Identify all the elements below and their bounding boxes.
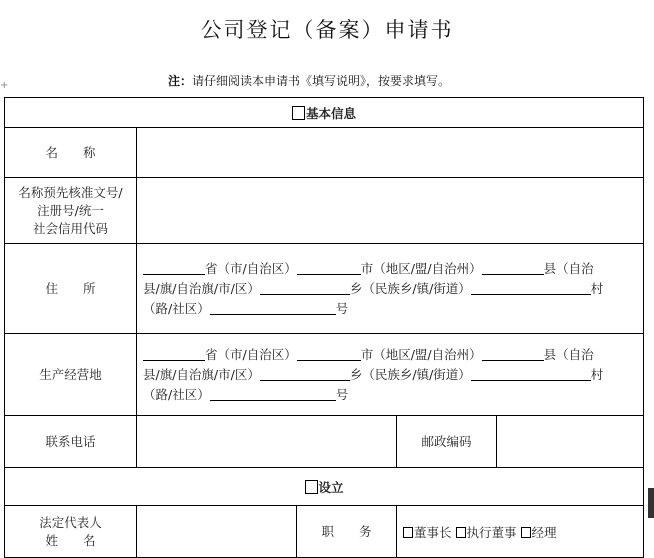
phone-field[interactable] bbox=[137, 416, 397, 468]
section-setup-header bbox=[5, 468, 644, 506]
registration-form-table bbox=[4, 97, 644, 558]
executive-director-label: 执行董事 bbox=[466, 524, 517, 540]
domicile-label: 住 所 bbox=[5, 244, 137, 334]
name-field[interactable] bbox=[137, 128, 644, 178]
section-setup-title: 设立 bbox=[318, 479, 344, 495]
manager-checkbox[interactable] bbox=[521, 527, 531, 538]
note-prefix: 注： bbox=[168, 74, 193, 88]
section-setup-checkbox[interactable] bbox=[305, 480, 318, 494]
postcode-field[interactable] bbox=[497, 416, 644, 468]
domicile-address-field[interactable]: 省（市/自治区） 市（地区/盟/自治州） 县（自治 县/旗/自治旗/市/区） 乡（民族乡/镇/街道） 村 （路/社区） 号 bbox=[137, 244, 644, 334]
manager-label: 经理 bbox=[531, 524, 557, 540]
name-code-label bbox=[5, 178, 137, 244]
name-code-line-2: 注册号/统一 bbox=[37, 202, 104, 218]
name-code-line-1: 名称预先核准文号/ bbox=[18, 184, 123, 200]
chairman-checkbox[interactable] bbox=[403, 527, 413, 538]
position-label: 职 务 bbox=[297, 506, 397, 558]
name-label: 名 称 bbox=[5, 128, 137, 178]
section-basic-title: 基本信息 bbox=[306, 105, 357, 121]
section-basic-header bbox=[5, 98, 644, 128]
production-site-label: 生产经营地 bbox=[5, 334, 137, 416]
legal-rep-name-field[interactable] bbox=[137, 506, 297, 558]
name-code-line-3: 社会信用代码 bbox=[32, 220, 108, 236]
instruction-note bbox=[168, 72, 450, 89]
edge-tab bbox=[648, 488, 654, 518]
phone-label: 联系电话 bbox=[5, 416, 137, 468]
legal-rep-line-1: 法定代表人 bbox=[39, 514, 102, 530]
section-basic-checkbox[interactable] bbox=[292, 106, 305, 120]
legal-rep-label bbox=[5, 506, 137, 558]
legal-rep-line-2: 姓 名 bbox=[45, 532, 96, 548]
chairman-label: 董事长 bbox=[414, 524, 452, 540]
note-text: 请仔细阅读本申请书《填写说明》，按要求填写。 bbox=[192, 74, 451, 88]
production-site-address-field[interactable]: 省（市/自治区） 市（地区/盟/自治州） 县（自治 县/旗/自治旗/市/区） 乡（民族乡/镇/街道） 村 （路/社区） 号 bbox=[137, 334, 644, 416]
form-title: 公司登记（备案）申请书 bbox=[200, 18, 454, 42]
corner-mark-icon: + bbox=[0, 80, 9, 91]
executive-director-checkbox[interactable] bbox=[456, 527, 466, 538]
name-code-field[interactable] bbox=[137, 178, 644, 244]
position-options bbox=[397, 506, 644, 558]
postcode-label: 邮政编码 bbox=[397, 416, 497, 468]
